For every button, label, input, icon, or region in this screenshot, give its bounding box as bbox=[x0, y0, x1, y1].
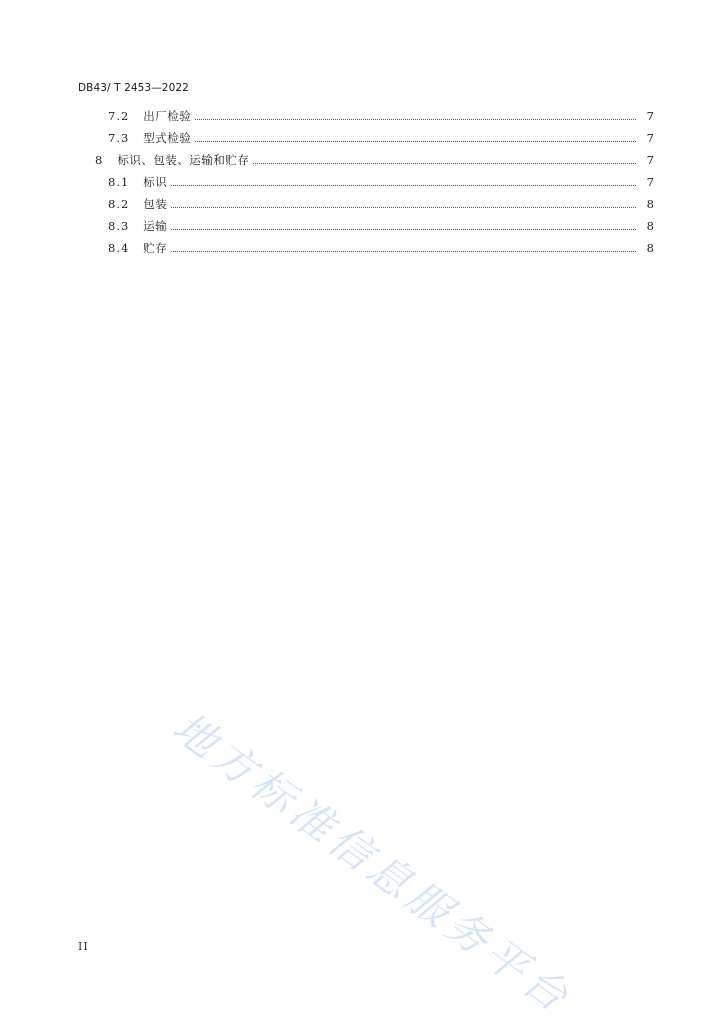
toc-leader-dots bbox=[195, 141, 636, 142]
toc-entry-8-4[interactable] bbox=[108, 238, 654, 258]
watermark-text: 地方标准信息服务平台 bbox=[164, 702, 582, 1024]
toc-entry-7-2[interactable] bbox=[108, 106, 654, 126]
toc-entry-page: 7 bbox=[646, 109, 654, 123]
toc-entry-page: 8 bbox=[646, 241, 654, 255]
toc-entry-title: 出厂检验 bbox=[143, 109, 192, 123]
toc-entry-number: 8.2 bbox=[108, 197, 130, 211]
toc-leader-dots bbox=[171, 229, 636, 230]
toc-entry-title: 标识 bbox=[143, 175, 168, 189]
toc-entry-8-3[interactable] bbox=[108, 216, 654, 236]
toc-entry-title: 型式检验 bbox=[143, 131, 192, 145]
toc-entry-page: 8 bbox=[646, 197, 654, 211]
page-number: II bbox=[78, 940, 89, 953]
toc-entry-page: 7 bbox=[646, 131, 654, 145]
toc-leader-dots bbox=[171, 185, 636, 186]
toc-entry-page: 8 bbox=[646, 219, 654, 233]
toc-entry-title: 标识、包装、运输和贮存 bbox=[117, 153, 250, 167]
toc-entry-8-2[interactable] bbox=[108, 194, 654, 214]
toc-entry-8[interactable] bbox=[95, 150, 654, 170]
toc-leader-dots bbox=[171, 251, 636, 252]
toc-entry-8-1[interactable] bbox=[108, 172, 654, 192]
document-header-code: DB43/ T 2453—2022 bbox=[78, 82, 189, 94]
toc-entry-title: 贮存 bbox=[143, 241, 168, 255]
toc-leader-dots bbox=[171, 207, 636, 208]
toc-entry-number: 8.1 bbox=[108, 175, 130, 189]
toc-leader-dots bbox=[253, 163, 636, 164]
toc-leader-dots bbox=[195, 119, 636, 120]
toc-entry-title: 包装 bbox=[143, 197, 168, 211]
toc-entry-number: 7.3 bbox=[108, 131, 130, 145]
toc-entry-title: 运输 bbox=[143, 219, 168, 233]
toc-entry-7-3[interactable] bbox=[108, 128, 654, 148]
toc-entry-number: 8.3 bbox=[108, 219, 130, 233]
toc-entry-page: 7 bbox=[646, 153, 654, 167]
toc-entry-number: 8 bbox=[95, 153, 104, 167]
toc-entry-number: 8.4 bbox=[108, 241, 130, 255]
toc-entry-page: 7 bbox=[646, 175, 654, 189]
toc-entry-number: 7.2 bbox=[108, 109, 130, 123]
